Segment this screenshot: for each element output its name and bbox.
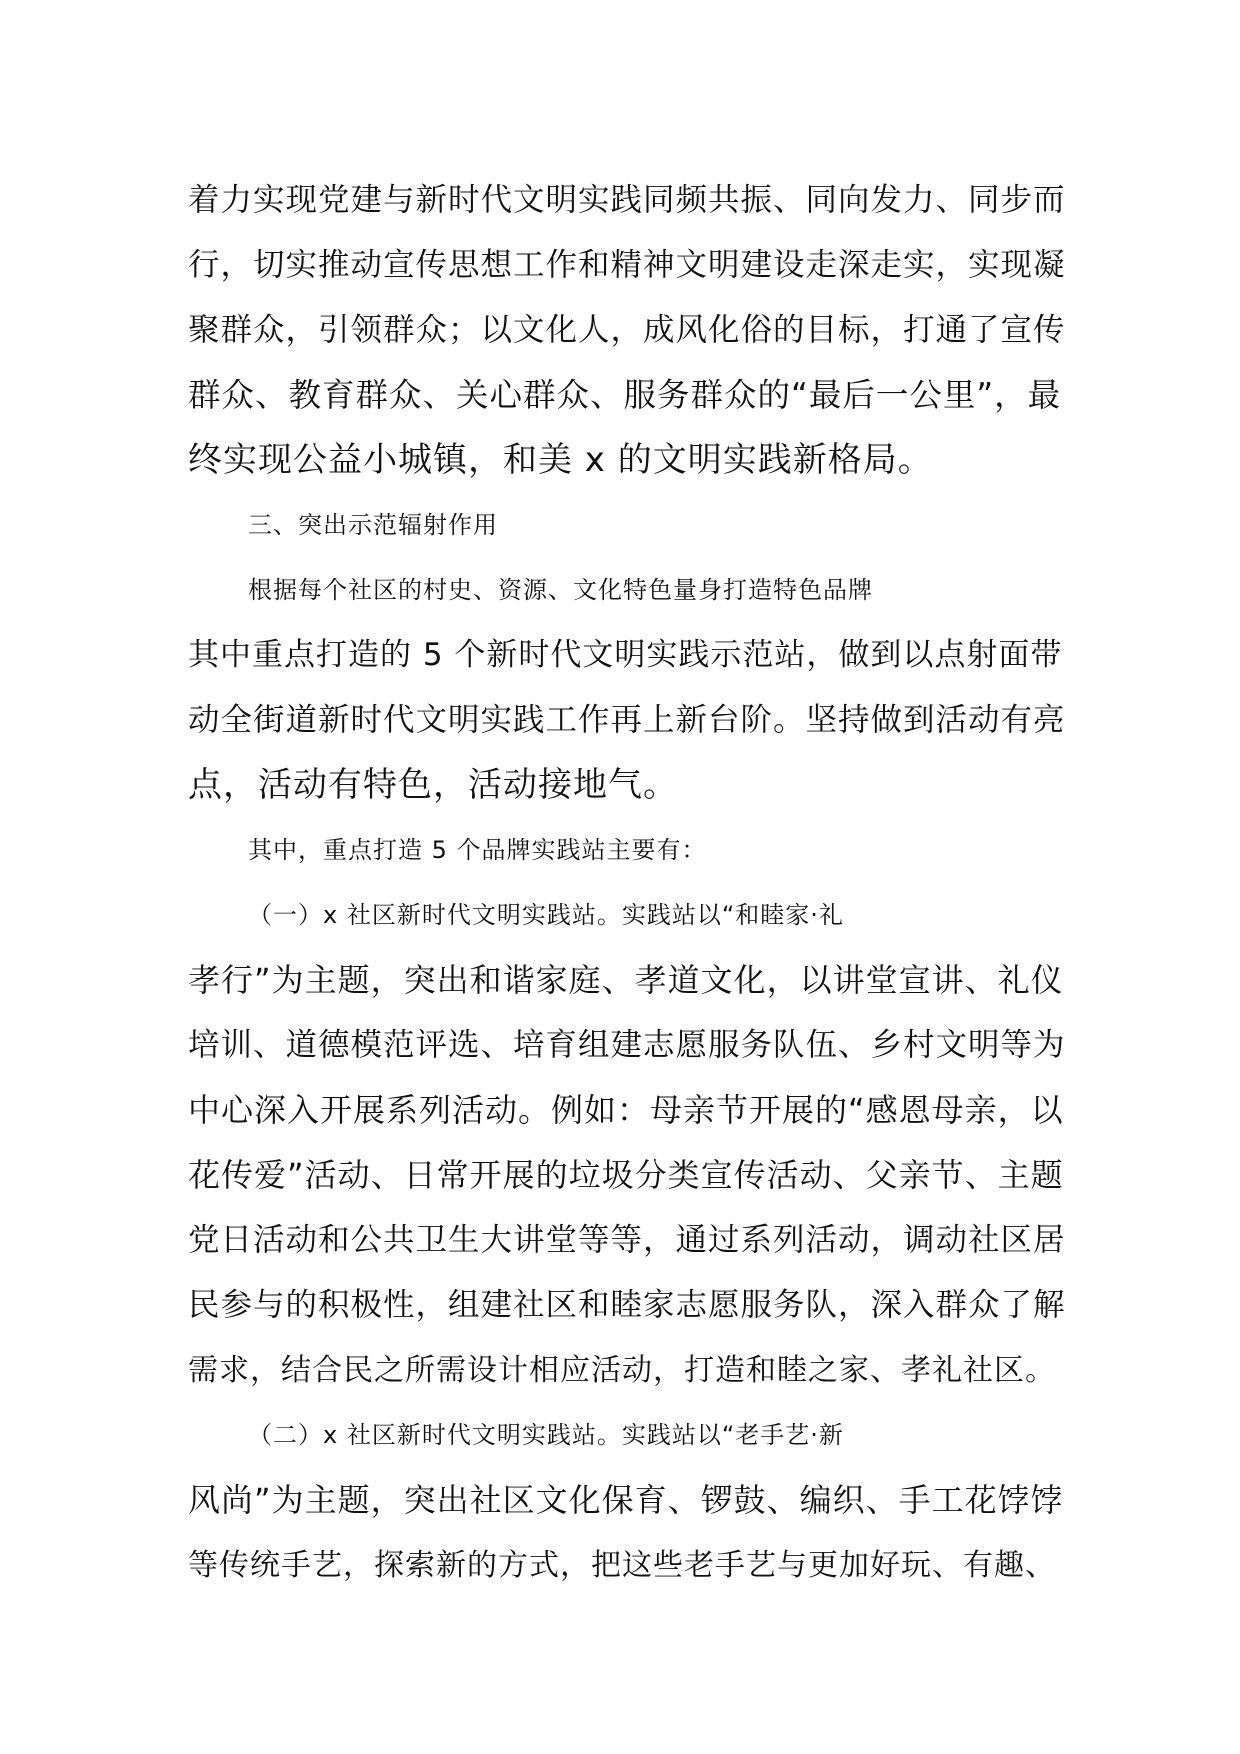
text-line: 中心深入开展系列活动。例如：母亲节开展的“感恩母亲，以: [188, 1091, 1064, 1129]
body-text: [188, 168, 1066, 1598]
text-line: 群众、教育群众、关心群众、服务群众的“最后一公里”，最: [188, 376, 1062, 414]
text-line: 孝行”为主题，突出和谐家庭、孝道文化，以讲堂宣讲、礼仪: [188, 961, 1064, 999]
text-line: 需求，结合民之所需设计相应活动，打造和睦之家、孝礼社区。: [188, 1353, 1056, 1388]
text-line: 民参与的积极性，组建社区和睦家志愿服务队，深入群众了解: [188, 1287, 1066, 1323]
text-line: 其中，重点打造 5 个品牌实践站主要有：: [248, 836, 707, 864]
text-line: 风尚”为主题，突出社区文化保育、锣鼓、编织、手工花饽饽: [188, 1481, 1064, 1519]
text-line: 花传爱”活动、日常开展的垃圾分类宣传活动、父亲节、主题: [188, 1156, 1064, 1194]
text-line: 培训、道德模范评选、培育组建志愿服务队伍、乡村文明等为: [188, 1027, 1066, 1063]
text-line: 党日活动和公共卫生大讲堂等等，通过系列活动，调动社区居: [188, 1222, 1066, 1258]
text-line: 点，活动有特色，活动接地气。: [188, 765, 678, 805]
text-line: （二）x 社区新时代文明实践站。实践站以“老手艺·新: [248, 1421, 844, 1449]
text-line: 聚群众，引领群众；以文化人，成风化俗的目标，打通了宣传: [188, 312, 1066, 348]
text-line: 着力实现党建与新时代文明实践同频共振、同向发力、同步而: [188, 182, 1066, 218]
text-line: 三、突出示范辐射作用: [248, 511, 498, 539]
text-line: 动全街道新时代文明实践工作再上新台阶。坚持做到活动有亮: [188, 702, 1066, 738]
text-line: （一）x 社区新时代文明实践站。实践站以“和睦家·礼: [248, 901, 844, 929]
text-line: 终实现公益小城镇，和美 x 的文明实践新格局。: [188, 440, 933, 480]
text-line: 其中重点打造的 5 个新时代文明实践示范站，做到以点射面带: [188, 637, 1063, 673]
text-line: 根据每个社区的村史、资源、文化特色量身打造特色品牌: [248, 576, 873, 604]
text-line: 等传统手艺，探索新的方式，把这些老手艺与更加好玩、有趣、: [188, 1548, 1056, 1583]
text-line: 行，切实推动宣传思想工作和精神文明建设走深走实，实现凝: [188, 247, 1066, 283]
